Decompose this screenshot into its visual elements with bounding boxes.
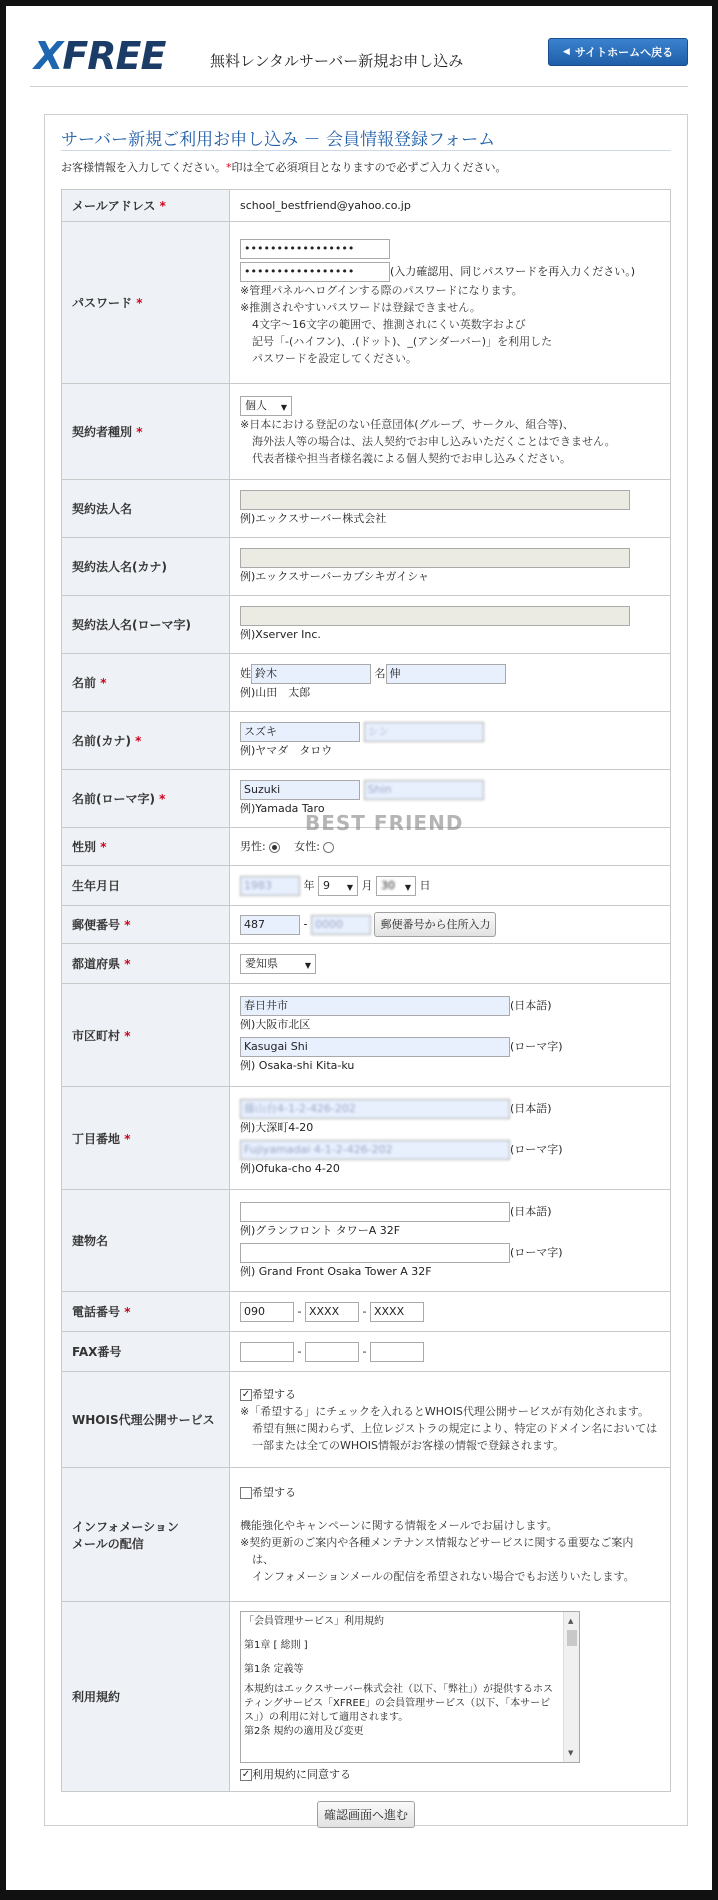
terms-agree-checkbox[interactable]: ✓ (241, 1768, 251, 1780)
registration-panel (44, 114, 688, 1826)
corp-name-kana-label: 契約法人名(カナ) (62, 538, 230, 596)
member-form (61, 189, 671, 1792)
city-label: 市区町村 * (62, 984, 230, 1087)
birth-label: 生年月日 (62, 866, 230, 906)
building-jp-tag: (日本語) (510, 1204, 552, 1218)
row-street (62, 1087, 671, 1190)
corp-name-roman-label: 契約法人名(ローマ字) (62, 596, 230, 654)
corp-name-input[interactable] (240, 490, 630, 510)
corp-name-roman-example: 例)Xserver Inc. (240, 628, 321, 641)
password-note-2: ※推測されやすいパスワードは登録できません。 (240, 300, 481, 314)
email-label: メールアドレス * (62, 190, 230, 222)
street-jp-tag: (日本語) (510, 1102, 552, 1115)
header-divider (30, 86, 688, 87)
street-jp-example: 例)大深町4-20 (240, 1121, 314, 1134)
gender-male-label: 男性: (240, 840, 266, 853)
row-phone (62, 1292, 671, 1332)
row-name-kana (62, 712, 671, 770)
corp-name-label: 契約法人名 (62, 480, 230, 538)
phone-separator-2: - (362, 1304, 367, 1318)
scroll-up-icon: ▲ (568, 1616, 574, 1625)
info-mail-checkbox[interactable] (240, 1487, 252, 1499)
whois-check-label: 希望する (252, 1387, 296, 1401)
site-home-button[interactable] (548, 38, 688, 66)
name-example: 例)山田 太郎 (240, 686, 311, 699)
street-en-tag: (ローマ字) (510, 1143, 563, 1156)
city-en-example: 例) Osaka-shi Kita-ku (240, 1059, 355, 1072)
prefecture-label: 都道府県 * (62, 944, 230, 984)
gender-label: 性別 * (62, 828, 230, 866)
fax-separator-1: - (297, 1344, 302, 1358)
phone-part3-input[interactable]: XXXX (370, 1302, 424, 1322)
city-en-input[interactable]: Kasugai Shi (240, 1037, 510, 1057)
header (30, 28, 688, 88)
name-kana-example: 例)ヤマダ タロウ (240, 744, 333, 757)
building-en-example: 例) Grand Front Osaka Tower A 32F (240, 1264, 432, 1278)
name-roman-mei-input[interactable]: Shin (364, 780, 484, 800)
postal-separator: - (303, 917, 308, 931)
whois-note-3: 一部または全てのWHOIS情報がお客様の情報で登録されます。 (252, 1438, 565, 1452)
row-building (62, 1190, 671, 1292)
row-terms (62, 1602, 671, 1792)
site-title: 無料レンタルサーバー新規お申し込み (210, 52, 464, 70)
row-info-mail (62, 1468, 671, 1602)
email-value: school_bestfriend@yahoo.co.jp (230, 190, 671, 222)
birth-year-input[interactable]: 1983 (240, 876, 300, 896)
gender-female-radio[interactable] (323, 842, 334, 853)
password-note-3: 4文字～16文字の範囲で、推測されにくい英数字および (252, 317, 526, 331)
name-mei-input[interactable]: 伸 (386, 664, 506, 684)
phone-part1-input[interactable]: 090 (240, 1302, 294, 1322)
corp-name-kana-example: 例)エックスサーバーカブシキガイシャ (240, 570, 429, 583)
street-en-example: 例)Ofuka-cho 4-20 (240, 1162, 340, 1175)
building-label: 建物名 (62, 1190, 230, 1292)
info-mail-note-1: 機能強化やキャンペーンに関する情報をメールでお届けします。 (240, 1519, 558, 1532)
password-input[interactable]: ••••••••••••••••• (240, 239, 390, 259)
contract-type-note-3: 代表者様や担当者様名義による個人契約でお申し込みください。 (252, 452, 571, 465)
name-roman-label: 名前(ローマ字) * (62, 770, 230, 828)
row-whois (62, 1372, 671, 1468)
scroll-down-icon: ▼ (568, 1748, 574, 1757)
password-confirm-note: (入力確認用、同じパスワードを再入力ください。) (390, 264, 636, 278)
logo: XFREE (34, 34, 166, 78)
row-birth (62, 866, 671, 906)
postal-lookup-button[interactable]: 郵便番号から住所入力 (374, 912, 496, 937)
name-label: 名前 * (62, 654, 230, 712)
whois-note-2: 希望有無に関わらず、上位レジストラの規定により、特定のドメイン名においては (252, 1421, 658, 1435)
terms-agree-label: 利用規約に同意する (252, 1767, 351, 1781)
fax-separator-2: - (362, 1344, 367, 1358)
corp-name-example: 例)エックスサーバー株式会社 (240, 512, 387, 525)
birth-month-select[interactable]: 9 ▼ (318, 876, 358, 896)
corp-name-kana-input[interactable] (240, 548, 630, 568)
fax-label: FAX番号 (62, 1332, 230, 1372)
password-note-1: ※管理パネルへログインする際のパスワードになります。 (240, 283, 523, 297)
building-jp-example: 例)グランフロント タワーA 32F (240, 1223, 401, 1237)
birth-month-unit: 月 (361, 878, 373, 892)
chevron-left-icon: ◀ (562, 47, 570, 57)
watermark: BEST FRIEND (305, 811, 464, 835)
row-city (62, 984, 671, 1087)
row-corp-name-kana (62, 538, 671, 596)
name-kana-sei-input[interactable]: スズキ (240, 722, 360, 742)
chevron-down-icon: ▼ (346, 882, 353, 892)
name-mei-label: 名 (374, 667, 386, 680)
terms-textarea[interactable]: 「会員管理サービス」利用規約 第1章 [ 総則 ] 第1条 定義等 本規約はエックスサーバー株式会社（以下、「弊社」）が提供するホスティングサービス「XFREE」の会員管理サービス（以下、「本サービス」）の利用に対して適用されます。 第2条 規約の適用及び変更 ▲ ▼ (240, 1611, 580, 1763)
info-mail-note-4: インフォメーションメールの配信を希望されない場合でもお送りいたします。 (252, 1570, 635, 1583)
street-label: 丁目番地 * (62, 1087, 230, 1190)
password-note-4: 記号「-(ハイフン)、.(ドット)、_(アンダーバー)」を利用した (252, 334, 553, 348)
contract-type-note-2: 海外法人等の場合は、法人契約でお申し込みいただくことはできません。 (252, 435, 616, 448)
postal-label: 郵便番号 * (62, 906, 230, 944)
gender-female-label: 女性: (294, 840, 320, 853)
phone-label: 電話番号 * (62, 1292, 230, 1332)
site-home-button-label: サイトホームへ戻る (574, 46, 674, 59)
scroll-thumb (567, 1630, 577, 1646)
info-mail-label: インフォメーション メールの配信 (62, 1468, 230, 1602)
password-note-5: パスワードを設定してください。 (252, 351, 417, 365)
row-postal (62, 906, 671, 944)
row-corp-name (62, 480, 671, 538)
whois-note-1: ※「希望する」にチェックを入れるとWHOIS代理公開サービスが有効化されます。 (240, 1404, 650, 1418)
row-fax (62, 1332, 671, 1372)
terms-label: 利用規約 (62, 1602, 230, 1792)
row-name (62, 654, 671, 712)
birth-year-unit: 年 (303, 878, 315, 892)
name-roman-example: 例)Yamada Taro (240, 802, 325, 815)
street-en-input[interactable]: Fujiyamadai 4-1-2-426-202 (240, 1140, 510, 1160)
building-jp-input[interactable] (240, 1202, 510, 1222)
password-confirm-input[interactable]: ••••••••••••••••• (240, 262, 390, 282)
terms-scrollbar[interactable] (563, 1612, 579, 1762)
intro-text: お客様情報を入力してください。*印は全て必須項目となりますので必ずご入力ください。 (61, 161, 507, 174)
city-jp-example: 例)大阪市北区 (240, 1018, 311, 1031)
fax-part1-input[interactable] (240, 1342, 294, 1362)
info-mail-note-2: ※契約更新のご案内や各種メンテナンス情報などサービスに関する重要なご案内 (240, 1536, 634, 1549)
contract-type-label: 契約者種別 * (62, 384, 230, 480)
form-title: サーバー新規ご利用お申し込み － 会員情報登録フォーム (61, 123, 671, 151)
name-sei-input[interactable]: 鈴木 (251, 664, 371, 684)
name-roman-sei-input[interactable]: Suzuki (240, 780, 360, 800)
row-prefecture (62, 944, 671, 984)
name-kana-mei-input[interactable]: シン (364, 722, 484, 742)
corp-name-roman-input[interactable] (240, 606, 630, 626)
phone-part2-input[interactable]: XXXX (305, 1302, 359, 1322)
phone-separator-1: - (297, 1304, 302, 1318)
whois-checkbox[interactable]: ✓ (241, 1388, 251, 1400)
name-sei-label: 姓 (240, 667, 251, 680)
info-mail-check-label: 希望する (252, 1486, 296, 1499)
city-jp-tag: (日本語) (510, 999, 552, 1012)
city-jp-input[interactable]: 春日井市 (240, 996, 510, 1016)
row-corp-name-roman (62, 596, 671, 654)
building-en-input[interactable] (240, 1243, 510, 1263)
street-jp-input[interactable]: 藤山台4-1-2-426-202 (240, 1099, 510, 1119)
whois-label: WHOIS代理公開サービス (62, 1372, 230, 1468)
row-contract-type (62, 384, 671, 480)
contract-type-select[interactable]: 個人 ▼ (240, 396, 292, 416)
name-kana-label: 名前(カナ) * (62, 712, 230, 770)
chevron-down-icon: ▼ (404, 882, 411, 892)
city-en-tag: (ローマ字) (510, 1040, 563, 1053)
birth-day-unit: 日 (419, 878, 431, 892)
building-en-tag: (ローマ字) (510, 1245, 563, 1259)
password-label: パスワード * (62, 222, 230, 384)
info-mail-note-3: は、 (252, 1553, 274, 1566)
row-password (62, 222, 671, 384)
chevron-down-icon: ▼ (280, 403, 287, 412)
confirm-button[interactable]: 確認画面へ進む (317, 1801, 415, 1828)
gender-male-radio[interactable] (269, 842, 280, 853)
fax-part2-input[interactable] (305, 1342, 359, 1362)
postal-part1-input[interactable]: 487 (240, 915, 300, 935)
prefecture-select[interactable]: 愛知県 ▼ (240, 954, 316, 974)
contract-type-note-1: ※日本における登記のない任意団体(グループ、サークル、組合等)、 (240, 418, 574, 431)
birth-day-select[interactable]: 30 ▼ (376, 876, 416, 896)
postal-part2-input[interactable]: 0000 (311, 915, 371, 935)
fax-part3-input[interactable] (370, 1342, 424, 1362)
row-email (62, 190, 671, 222)
chevron-down-icon: ▼ (304, 960, 311, 970)
